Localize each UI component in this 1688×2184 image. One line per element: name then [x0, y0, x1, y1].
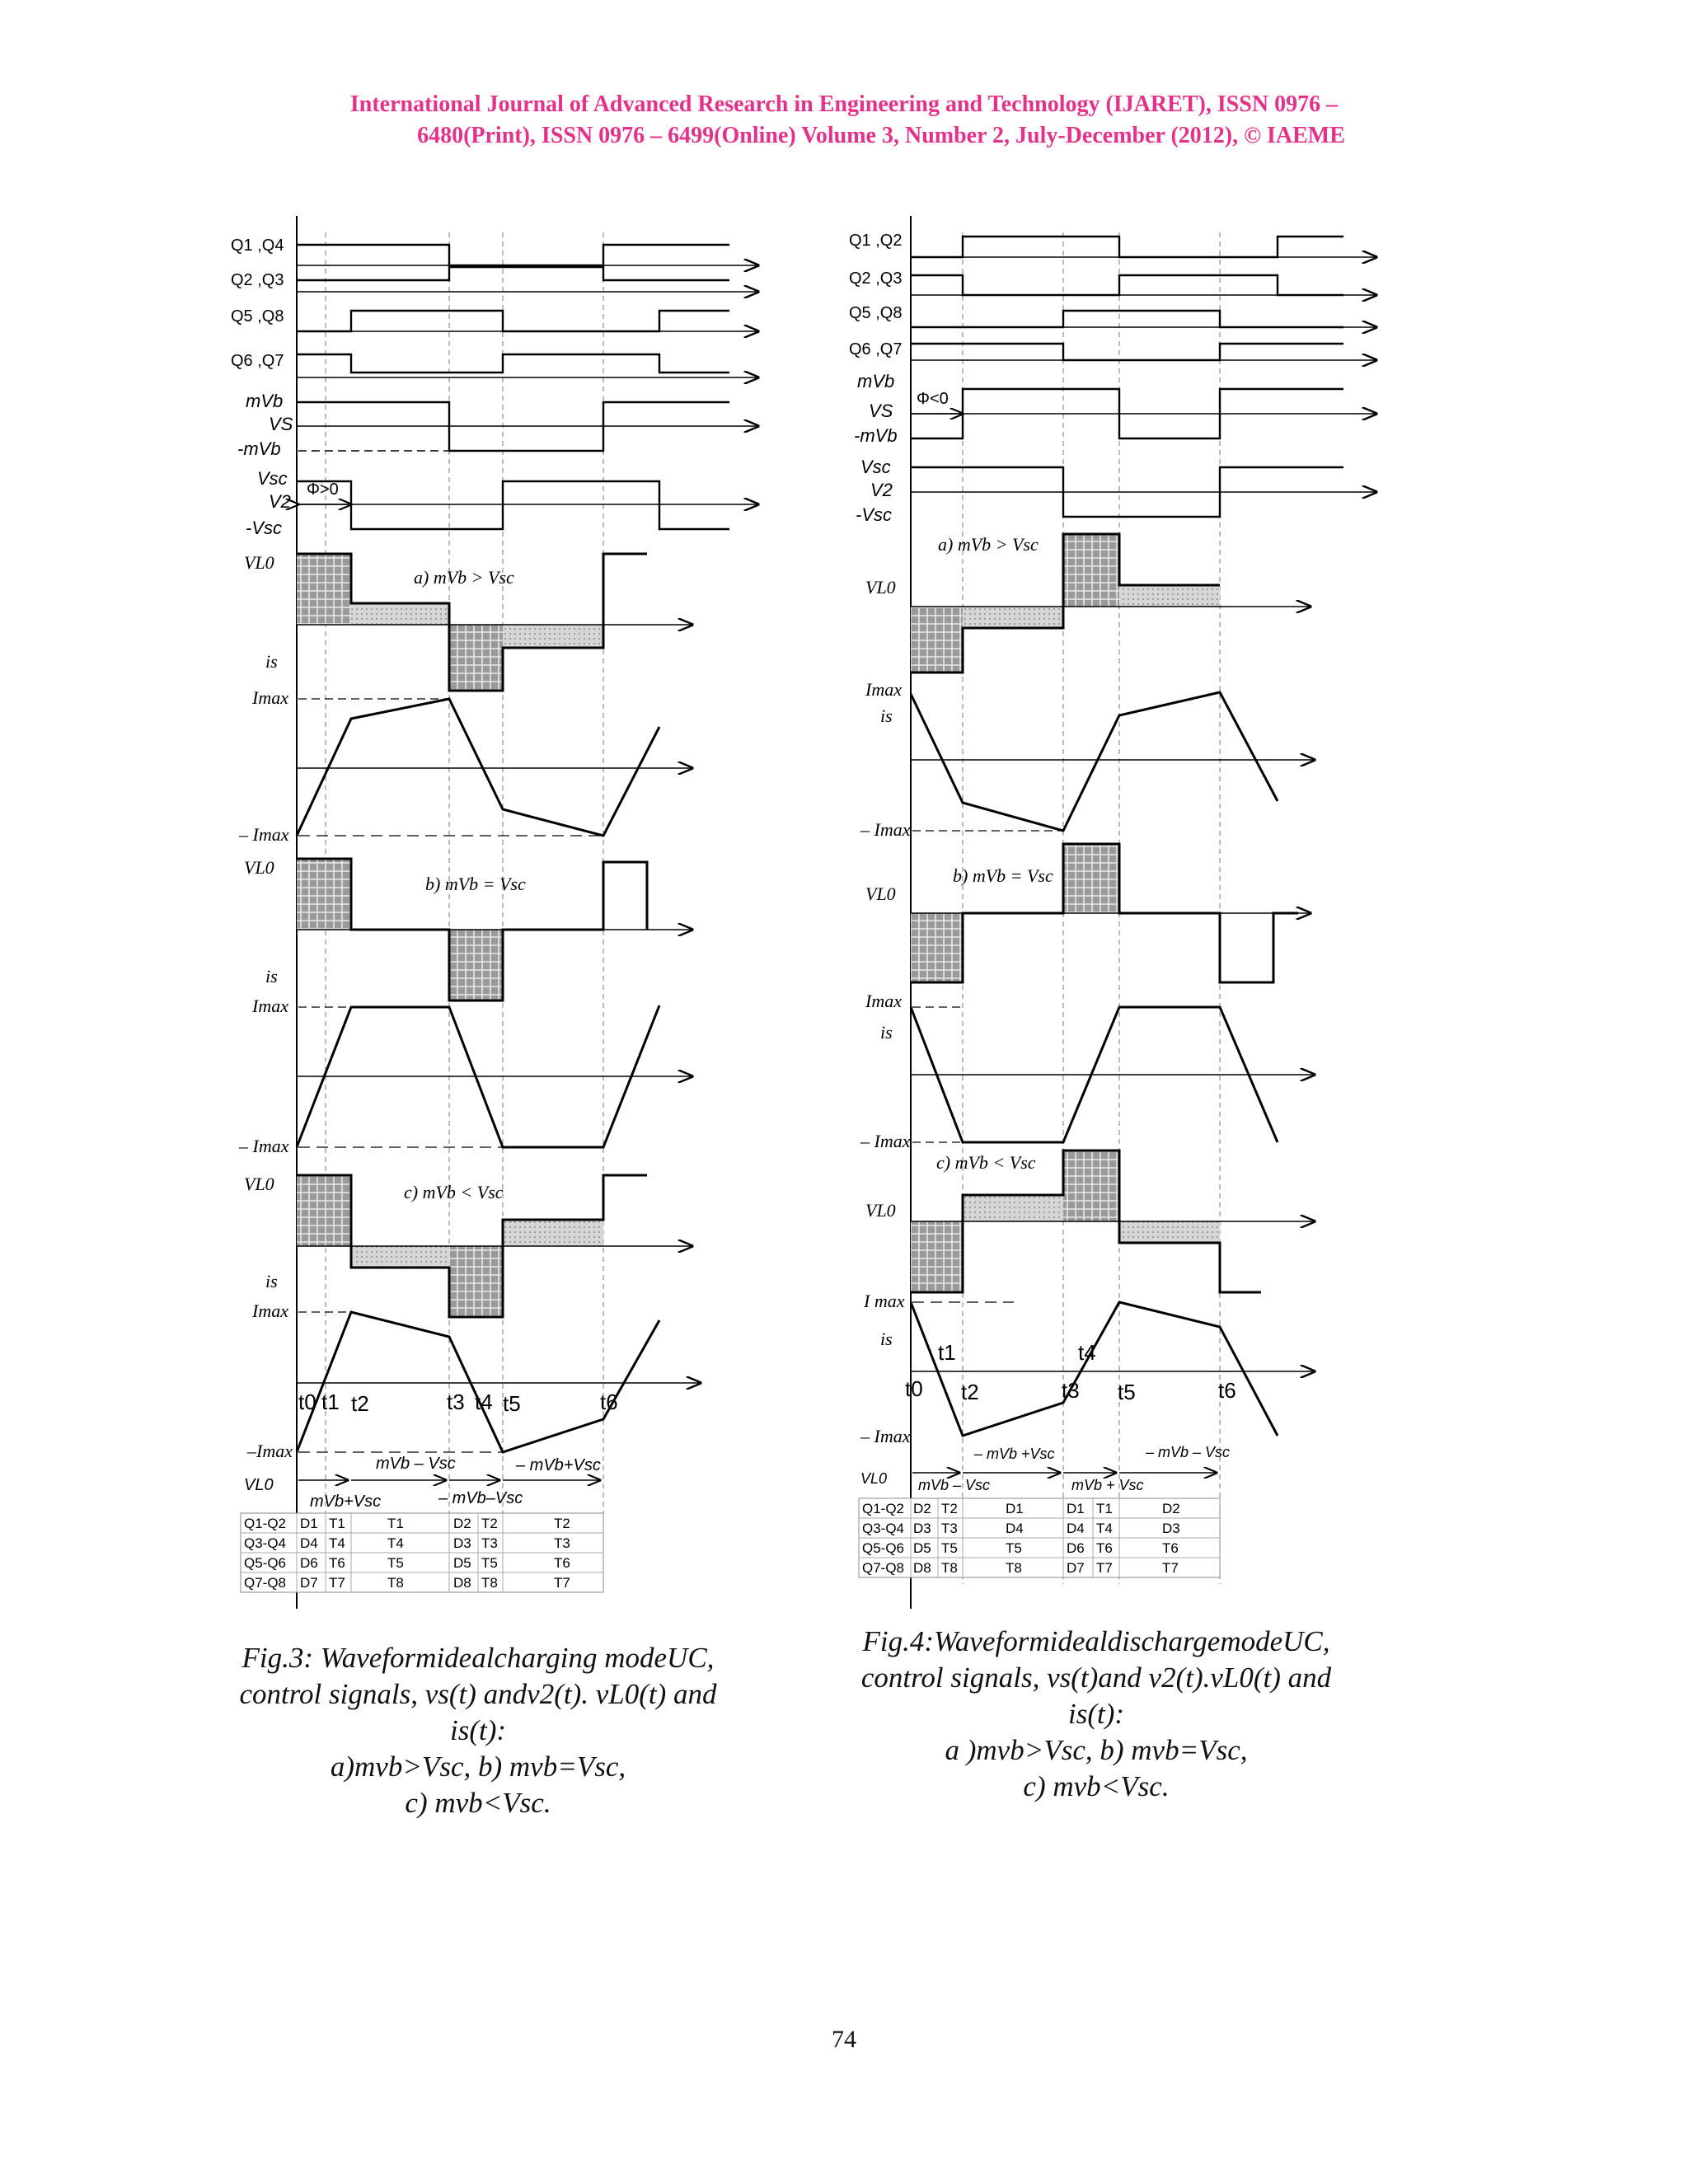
fig3-b-case: b) mVb = Vsc	[425, 874, 526, 894]
table-cell: T6	[1162, 1540, 1179, 1556]
fig4-interval-1: – mVb +Vsc	[974, 1446, 1055, 1462]
table-cell: D3	[1162, 1521, 1180, 1536]
table-cell: D6	[1067, 1540, 1085, 1556]
table-cell: T2	[481, 1516, 498, 1531]
fig3-vs-high: mVb	[246, 391, 284, 411]
fig3-a-case: a) mVb > Vsc	[414, 567, 514, 588]
table-cell: T6	[1096, 1540, 1113, 1556]
fig4-t0: t0	[905, 1376, 923, 1401]
header-line-1: International Journal of Advanced Research in Engineering and Technology (IJARET), ISSN 0976 –	[349, 91, 1339, 117]
fig4-a-vl0: VL0	[865, 577, 896, 598]
table-cell: T1	[1096, 1501, 1113, 1516]
table-cell: T8	[1006, 1560, 1022, 1576]
table-cell: D2	[1162, 1501, 1180, 1516]
fig4-a-iminus: – Imax	[860, 819, 911, 840]
fig3-panel-c	[244, 1174, 701, 1461]
table-cell: D5	[453, 1555, 471, 1571]
fig4-panel-a	[860, 534, 1315, 840]
fig4-phi-label: Φ<0	[917, 390, 949, 408]
fig4-interval-3: – mVb – Vsc	[1146, 1444, 1231, 1460]
fig4-vl0-row: VL0	[860, 1470, 888, 1487]
fig3-t6: t6	[600, 1390, 618, 1414]
fig4-t1: t1	[938, 1340, 956, 1365]
fig4-a-imax: Imax	[865, 679, 902, 700]
table-cell: Q7-Q8	[862, 1560, 905, 1576]
fig4-c-vl0: VL0	[865, 1200, 896, 1221]
fig3-t4: t4	[475, 1390, 493, 1414]
fig4-b-imax: Imax	[865, 991, 902, 1011]
table-cell: T4	[1096, 1521, 1113, 1536]
fig3-v2-low: -Vsc	[246, 518, 282, 538]
table-cell: T2	[941, 1501, 958, 1516]
fig3-interval-3: – mVb–Vsc	[438, 1489, 523, 1507]
fig4-interval-4: mVb + Vsc	[1071, 1477, 1144, 1493]
fig4-v2-high: Vsc	[860, 457, 891, 477]
fig4-a-case: a) mVb > Vsc	[938, 534, 1039, 555]
fig3-a-vl0: VL0	[244, 552, 274, 573]
fig3-signal-q5q8: Q5 ,Q8	[231, 307, 284, 326]
table-cell: Q1-Q2	[244, 1516, 287, 1531]
fig4-caption-line-4: a )mvb>Vsc, b) mvb=Vsc,	[945, 1734, 1248, 1766]
fig3-t0: t0	[298, 1390, 316, 1414]
table-cell: Q3-Q4	[244, 1535, 287, 1551]
fig4-b-vl0: VL0	[865, 883, 896, 904]
fig3-a-iminus: – Imax	[239, 824, 289, 845]
fig3-b-iminus: – Imax	[239, 1136, 289, 1156]
table-cell: T6	[554, 1555, 570, 1571]
fig3-caption-line-1: Fig.3: Waveformidealcharging modeUC,	[241, 1642, 715, 1674]
fig3-switch-table	[241, 1513, 603, 1592]
fig4-caption	[832, 1624, 1360, 1805]
fig4-c-imax: I max	[864, 1291, 905, 1311]
fig3-interval-4: – mVb+Vsc	[516, 1456, 601, 1474]
fig3-a-imax: Imax	[252, 687, 288, 708]
fig4-t2: t2	[961, 1380, 979, 1404]
table-cell: Q1-Q2	[862, 1501, 905, 1516]
fig3-a-is: is	[265, 651, 278, 672]
fig4-t3: t3	[1062, 1378, 1080, 1403]
table-cell: D4	[1006, 1521, 1024, 1536]
figure-4-diagram	[849, 216, 1401, 1609]
journal-header	[0, 89, 1688, 152]
fig3-panel-a	[238, 552, 692, 845]
fig4-t4: t4	[1078, 1340, 1096, 1365]
fig3-signal-q2q3: Q2 ,Q3	[231, 271, 284, 289]
table-cell: T5	[387, 1555, 404, 1571]
table-cell: T8	[481, 1575, 498, 1591]
fig4-panel-c	[860, 1151, 1315, 1446]
table-cell: Q5-Q6	[244, 1555, 287, 1571]
table-cell: T3	[554, 1535, 570, 1551]
fig3-b-is: is	[265, 966, 278, 987]
table-cell: T7	[1162, 1560, 1179, 1576]
table-cell: T7	[1096, 1560, 1113, 1576]
figure-4	[849, 216, 1401, 1609]
fig4-b-case: b) mVb = Vsc	[953, 865, 1053, 886]
table-cell: T4	[329, 1535, 345, 1551]
fig4-panel-b	[860, 844, 1315, 1151]
fig4-caption-line-3: is(t):	[1067, 1698, 1125, 1730]
fig3-c-iminus: –Imax	[247, 1441, 293, 1461]
fig4-signal-q6q7: Q6 ,Q7	[849, 340, 903, 359]
table-cell: T8	[387, 1575, 404, 1591]
table-cell: D8	[453, 1575, 471, 1591]
fig3-panel-b	[238, 857, 692, 1156]
fig4-vs-low: -mVb	[854, 425, 898, 446]
table-cell: T5	[941, 1540, 958, 1556]
table-cell: T3	[481, 1535, 498, 1551]
table-cell: T4	[387, 1535, 404, 1551]
table-cell: T5	[481, 1555, 498, 1571]
fig4-t5: t5	[1118, 1380, 1136, 1404]
fig3-caption-line-2: control signals, vs(t) andv2(t). vL0(t) and	[239, 1678, 717, 1710]
fig3-vl0-row: VL0	[244, 1476, 274, 1494]
fig3-t2: t2	[351, 1391, 369, 1416]
fig3-b-imax: Imax	[252, 996, 288, 1016]
table-cell: T7	[554, 1575, 570, 1591]
fig4-caption-line-2: control signals, vs(t)and v2(t).vL0(t) and	[860, 1661, 1332, 1694]
table-cell: D3	[913, 1521, 931, 1536]
fig3-c-is: is	[265, 1271, 278, 1291]
fig3-t1: t1	[321, 1390, 340, 1414]
fig4-vs-high: mVb	[857, 371, 895, 391]
fig4-a-is: is	[880, 705, 893, 726]
fig3-caption-line-4: a)mvb>Vsc, b) mvb=Vsc,	[330, 1750, 626, 1783]
fig3-c-imax: Imax	[252, 1301, 288, 1321]
fig4-v2-low: -Vsc	[856, 504, 892, 525]
table-cell: D1	[1006, 1501, 1024, 1516]
table-cell: D2	[453, 1516, 471, 1531]
fig4-caption-line-5: c) mvb<Vsc.	[1023, 1770, 1170, 1802]
table-cell: T6	[329, 1555, 345, 1571]
table-cell: D7	[300, 1575, 318, 1591]
table-cell: T1	[329, 1516, 345, 1531]
table-cell: D7	[1067, 1560, 1085, 1576]
fig3-c-vl0: VL0	[244, 1174, 274, 1194]
fig4-b-iminus: – Imax	[860, 1131, 911, 1151]
table-cell: D4	[300, 1535, 318, 1551]
table-cell: D4	[1067, 1521, 1085, 1536]
fig3-caption-line-5: c) mvb<Vsc.	[405, 1787, 551, 1819]
table-cell: D2	[913, 1501, 931, 1516]
figure-3	[231, 216, 775, 1609]
fig4-b-is: is	[880, 1022, 893, 1043]
fig3-vs-low: -mVb	[237, 438, 281, 459]
fig3-c-case: c) mVb < Vsc	[404, 1182, 504, 1202]
fig4-vs-label: VS	[869, 401, 893, 421]
table-cell: D6	[300, 1555, 318, 1571]
table-cell: T8	[941, 1560, 958, 1576]
fig4-interval-2: mVb – Vsc	[918, 1477, 991, 1493]
table-cell: T5	[1006, 1540, 1022, 1556]
table-cell: Q7-Q8	[244, 1575, 287, 1591]
table-cell: Q3-Q4	[862, 1521, 905, 1536]
fig3-interval-1: mVb+Vsc	[310, 1493, 382, 1511]
fig4-t6: t6	[1218, 1378, 1236, 1403]
fig3-caption-line-3: is(t):	[449, 1714, 507, 1746]
fig3-v2-high: Vsc	[257, 468, 288, 489]
fig3-t3: t3	[447, 1390, 465, 1414]
fig4-c-iminus: – Imax	[860, 1426, 911, 1446]
fig4-caption-line-1: Fig.4:WaveformidealdischargemodeUC,	[862, 1625, 1330, 1657]
fig3-t5: t5	[503, 1391, 521, 1416]
fig4-v2-label: V2	[870, 480, 893, 500]
fig3-phi-label: Φ>0	[307, 480, 339, 499]
fig4-signal-q2q3: Q2 ,Q3	[849, 269, 903, 288]
table-cell: D1	[1067, 1501, 1085, 1516]
fig3-interval-2: mVb – Vsc	[376, 1455, 456, 1473]
fig3-v2-label: V2	[269, 491, 291, 512]
fig3-signal-q1q4: Q1 ,Q4	[231, 237, 284, 255]
figure-3-diagram	[231, 216, 775, 1609]
table-cell: Q5-Q6	[862, 1540, 905, 1556]
fig4-c-is: is	[880, 1329, 893, 1349]
fig4-signal-q5q8: Q5 ,Q8	[849, 304, 903, 322]
header-line-2: 6480(Print), ISSN 0976 – 6499(Online) Volume 3, Number 2, July-December (2012), © IAEME	[417, 123, 1345, 148]
table-cell: D1	[300, 1516, 318, 1531]
table-cell: T2	[554, 1516, 570, 1531]
page-number: 74	[832, 2026, 856, 2053]
table-cell: T1	[387, 1516, 404, 1531]
fig3-vs-label: VS	[269, 414, 293, 434]
fig3-caption	[206, 1640, 750, 1821]
fig4-switch-table	[859, 1498, 1220, 1577]
table-cell: D5	[913, 1540, 931, 1556]
table-cell: D8	[913, 1560, 931, 1576]
table-cell: T7	[329, 1575, 345, 1591]
table-cell: T3	[941, 1521, 958, 1536]
fig4-signal-q1q2: Q1 ,Q2	[849, 232, 903, 250]
fig3-signal-q6q7: Q6 ,Q7	[231, 352, 284, 370]
table-cell: D3	[453, 1535, 471, 1551]
fig3-b-vl0: VL0	[244, 857, 274, 878]
fig4-c-case: c) mVb < Vsc	[936, 1152, 1036, 1173]
